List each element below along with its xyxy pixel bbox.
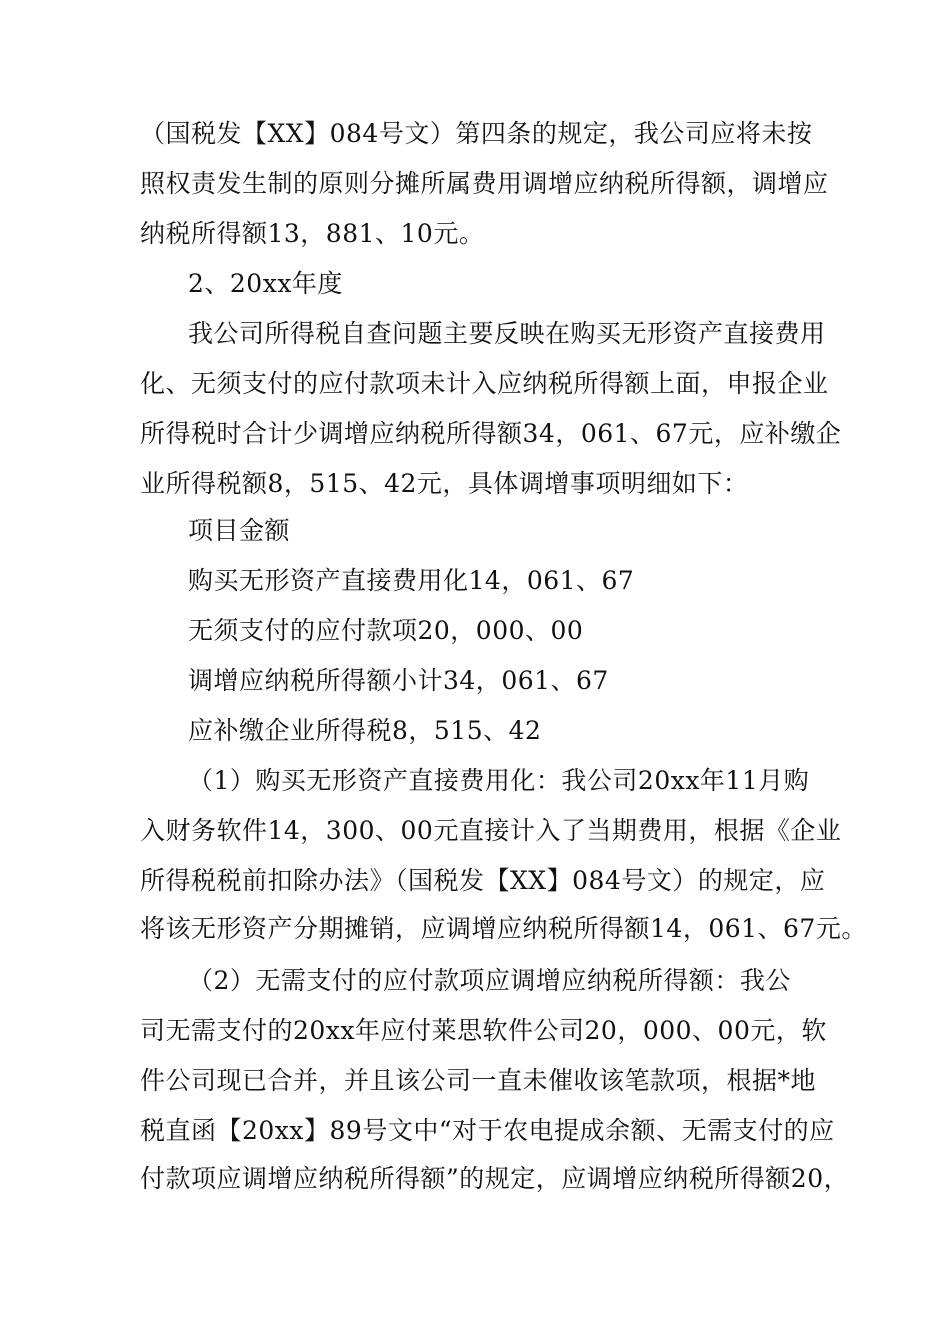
paragraph-line: 付款项应调增应纳税所得额”的规定，应调增应纳税所得额20， xyxy=(140,1164,850,1193)
section-heading: 2、20xx年度 xyxy=(188,269,343,298)
detail-row: 购买无形资产直接费用化14，061、67 xyxy=(188,566,635,595)
paragraph-line: （2）无需支付的应付款项应调增应纳税所得额：我公 xyxy=(188,966,791,995)
paragraph-line: 纳税所得额13，881、10元。 xyxy=(140,219,485,248)
paragraph-line: 司无需支付的20xx年应付莱思软件公司20，000、00元，软 xyxy=(140,1016,827,1045)
paragraph-line: 化、无须支付的应付款项未计入应纳税所得额上面，申报企业 xyxy=(140,369,829,398)
paragraph-line: 件公司现已合并，并且该公司一直未催收该笔款项，根据*地 xyxy=(140,1066,817,1095)
detail-table-header: 项目金额 xyxy=(188,516,291,545)
paragraph-line: 税直函【20xx】89号文中“对于农电提成余额、无需支付的应 xyxy=(140,1116,835,1145)
detail-row: 调增应纳税所得额小计34，061、67 xyxy=(188,666,609,695)
paragraph-line: 所得税时合计少调增应纳税所得额34，061、67元，应补缴企 xyxy=(140,419,842,448)
paragraph-line: （国税发【XX】084号文）第四条的规定，我公司应将未按 xyxy=(140,119,813,148)
paragraph-line: 业所得税额8，515、42元，具体调增事项明细如下： xyxy=(140,469,749,498)
detail-row: 无须支付的应付款项20，000、00 xyxy=(188,616,584,645)
paragraph-line: 我公司所得税自查问题主要反映在购买无形资产直接费用 xyxy=(188,319,826,348)
paragraph-line: 照权责发生制的原则分摊所属费用调增应纳税所得额，调增应 xyxy=(140,169,829,198)
paragraph-line: （1）购买无形资产直接费用化：我公司20xx年11月购 xyxy=(188,766,810,795)
paragraph-line: 将该无形资产分期摊销，应调增应纳税所得额14，061、67元。 xyxy=(140,914,867,943)
paragraph-line: 入财务软件14，300、00元直接计入了当期费用，根据《企业 xyxy=(140,816,842,845)
detail-row: 应补缴企业所得税8，515、42 xyxy=(188,716,542,745)
paragraph-line: 所得税税前扣除办法》（国税发【XX】084号文）的规定，应 xyxy=(140,866,826,895)
